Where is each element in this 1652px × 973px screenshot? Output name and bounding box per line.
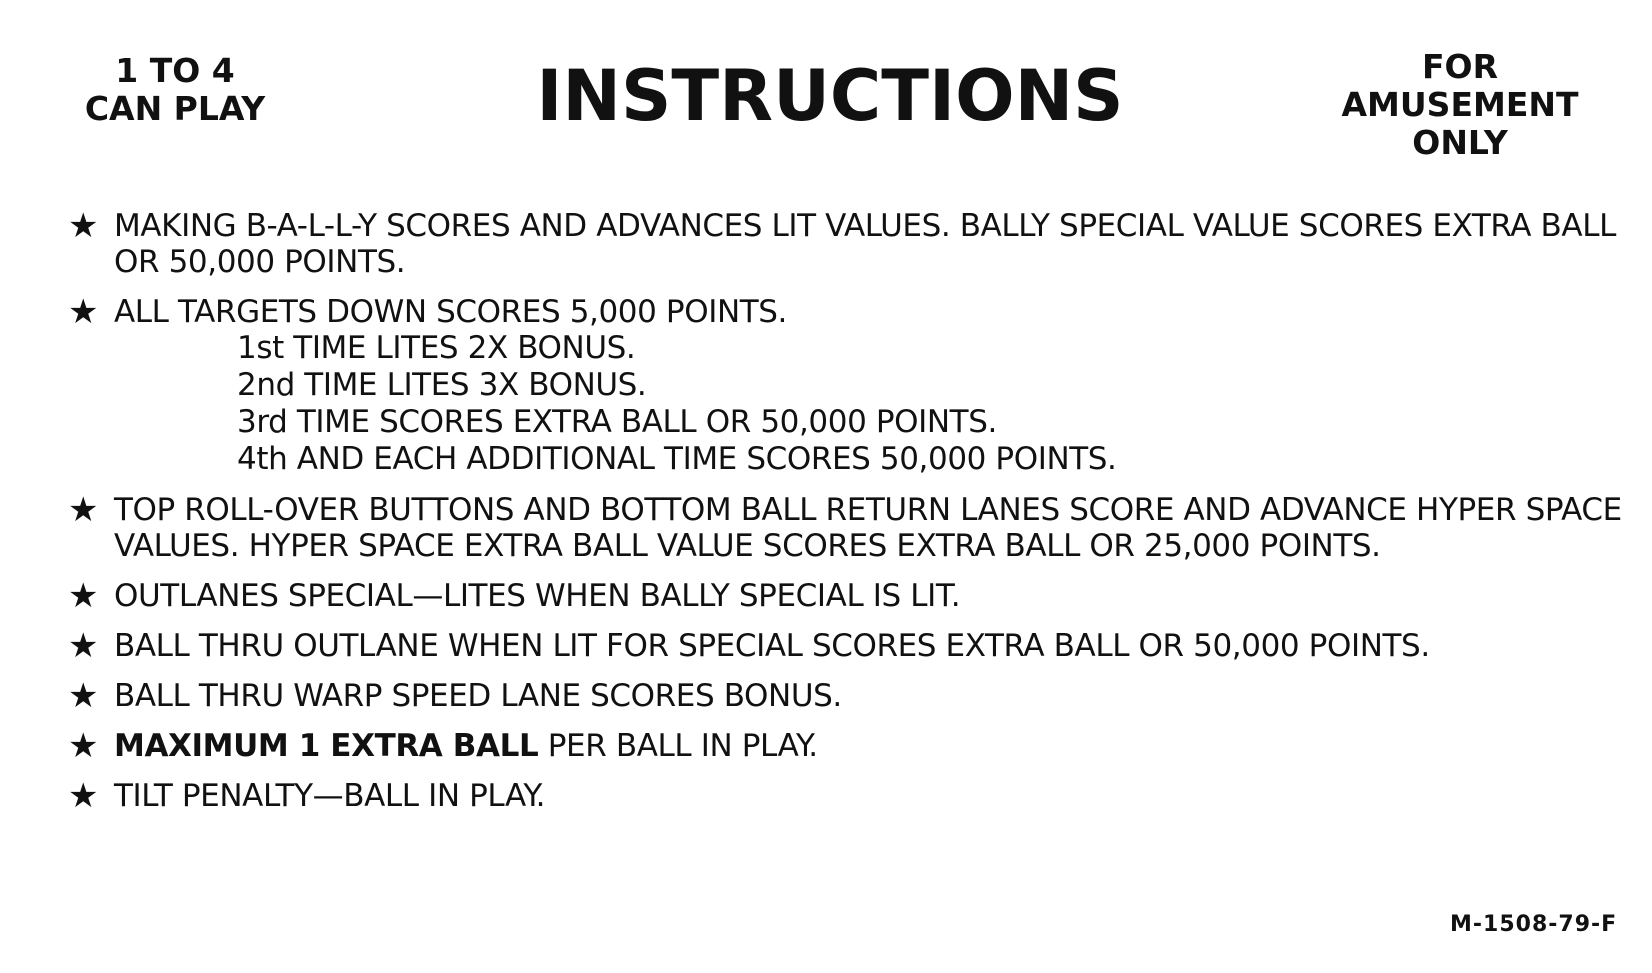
rule-max-extra-ball — [66, 728, 1626, 764]
amusement-line-3: ONLY — [1412, 123, 1508, 162]
player-count-line-2: CAN PLAY — [84, 89, 266, 128]
rule-text: MAKING B-A-L-L-Y SCORES AND ADVANCES LIT VALUES. BALLY SPECIAL VALUE SCORES EXTRA BALL OR 50,000 POINTS. — [114, 208, 1616, 280]
targets-sub-item: 4th AND EACH ADDITIONAL TIME SCORES 50,000 POINTS. — [237, 441, 1117, 477]
targets-sub-item: 1st TIME LITES 2X BONUS. — [237, 330, 636, 366]
rule-text: BALL THRU OUTLANE WHEN LIT FOR SPECIAL SCORES EXTRA BALL OR 50,000 POINTS. — [114, 628, 1430, 664]
amusement-line-1: FOR — [1421, 47, 1498, 86]
page-title: INSTRUCTIONS — [536, 55, 1124, 137]
amusement-line-2: AMUSEMENT — [1341, 85, 1579, 124]
rule-outlanes-special — [66, 578, 1626, 614]
star-icon: ★ — [68, 676, 99, 716]
targets-sub-item: 3rd TIME SCORES EXTRA BALL OR 50,000 POINTS. — [237, 404, 997, 440]
star-icon: ★ — [68, 626, 99, 666]
rule-text: TILT PENALTY—BALL IN PLAY. — [114, 778, 546, 814]
rule-text-bold: MAXIMUM 1 EXTRA BALL — [114, 728, 539, 764]
rule-warp-speed — [66, 678, 1626, 714]
rule-text: ALL TARGETS DOWN SCORES 5,000 POINTS. — [114, 294, 787, 330]
star-icon: ★ — [68, 726, 99, 766]
player-count — [70, 52, 280, 128]
rule-bally — [66, 208, 1626, 280]
rule-text: TOP ROLL-OVER BUTTONS AND BOTTOM BALL RETURN LANES SCORE AND ADVANCE HYPER SPACE VALUES. HYPER SPACE EXTRA BALL VALUE SCORES EXTRA BALL OR 25,000 POINTS. — [114, 492, 1622, 564]
rule-text: BALL THRU WARP SPEED LANE SCORES BONUS. — [114, 678, 842, 714]
rule-outlane-lit — [66, 628, 1626, 664]
star-icon: ★ — [68, 490, 99, 530]
star-icon: ★ — [68, 776, 99, 816]
amusement-notice — [1320, 48, 1600, 162]
star-icon: ★ — [68, 576, 99, 616]
player-count-line-1: 1 TO 4 — [115, 51, 235, 90]
part-number: M-1508-79-F — [1450, 912, 1618, 937]
targets-sub-item: 2nd TIME LITES 3X BONUS. — [237, 367, 647, 403]
rule-tilt — [66, 778, 1626, 814]
rule-targets — [66, 294, 1626, 478]
star-icon: ★ — [68, 206, 99, 246]
rule-text: PER BALL IN PLAY. — [538, 728, 818, 764]
rule-text: OUTLANES SPECIAL—LITES WHEN BALLY SPECIAL IS LIT. — [114, 578, 961, 614]
targets-sublist — [114, 330, 1626, 478]
rules-list — [66, 208, 1626, 828]
star-icon: ★ — [68, 292, 99, 332]
rule-hyper-space — [66, 492, 1626, 564]
